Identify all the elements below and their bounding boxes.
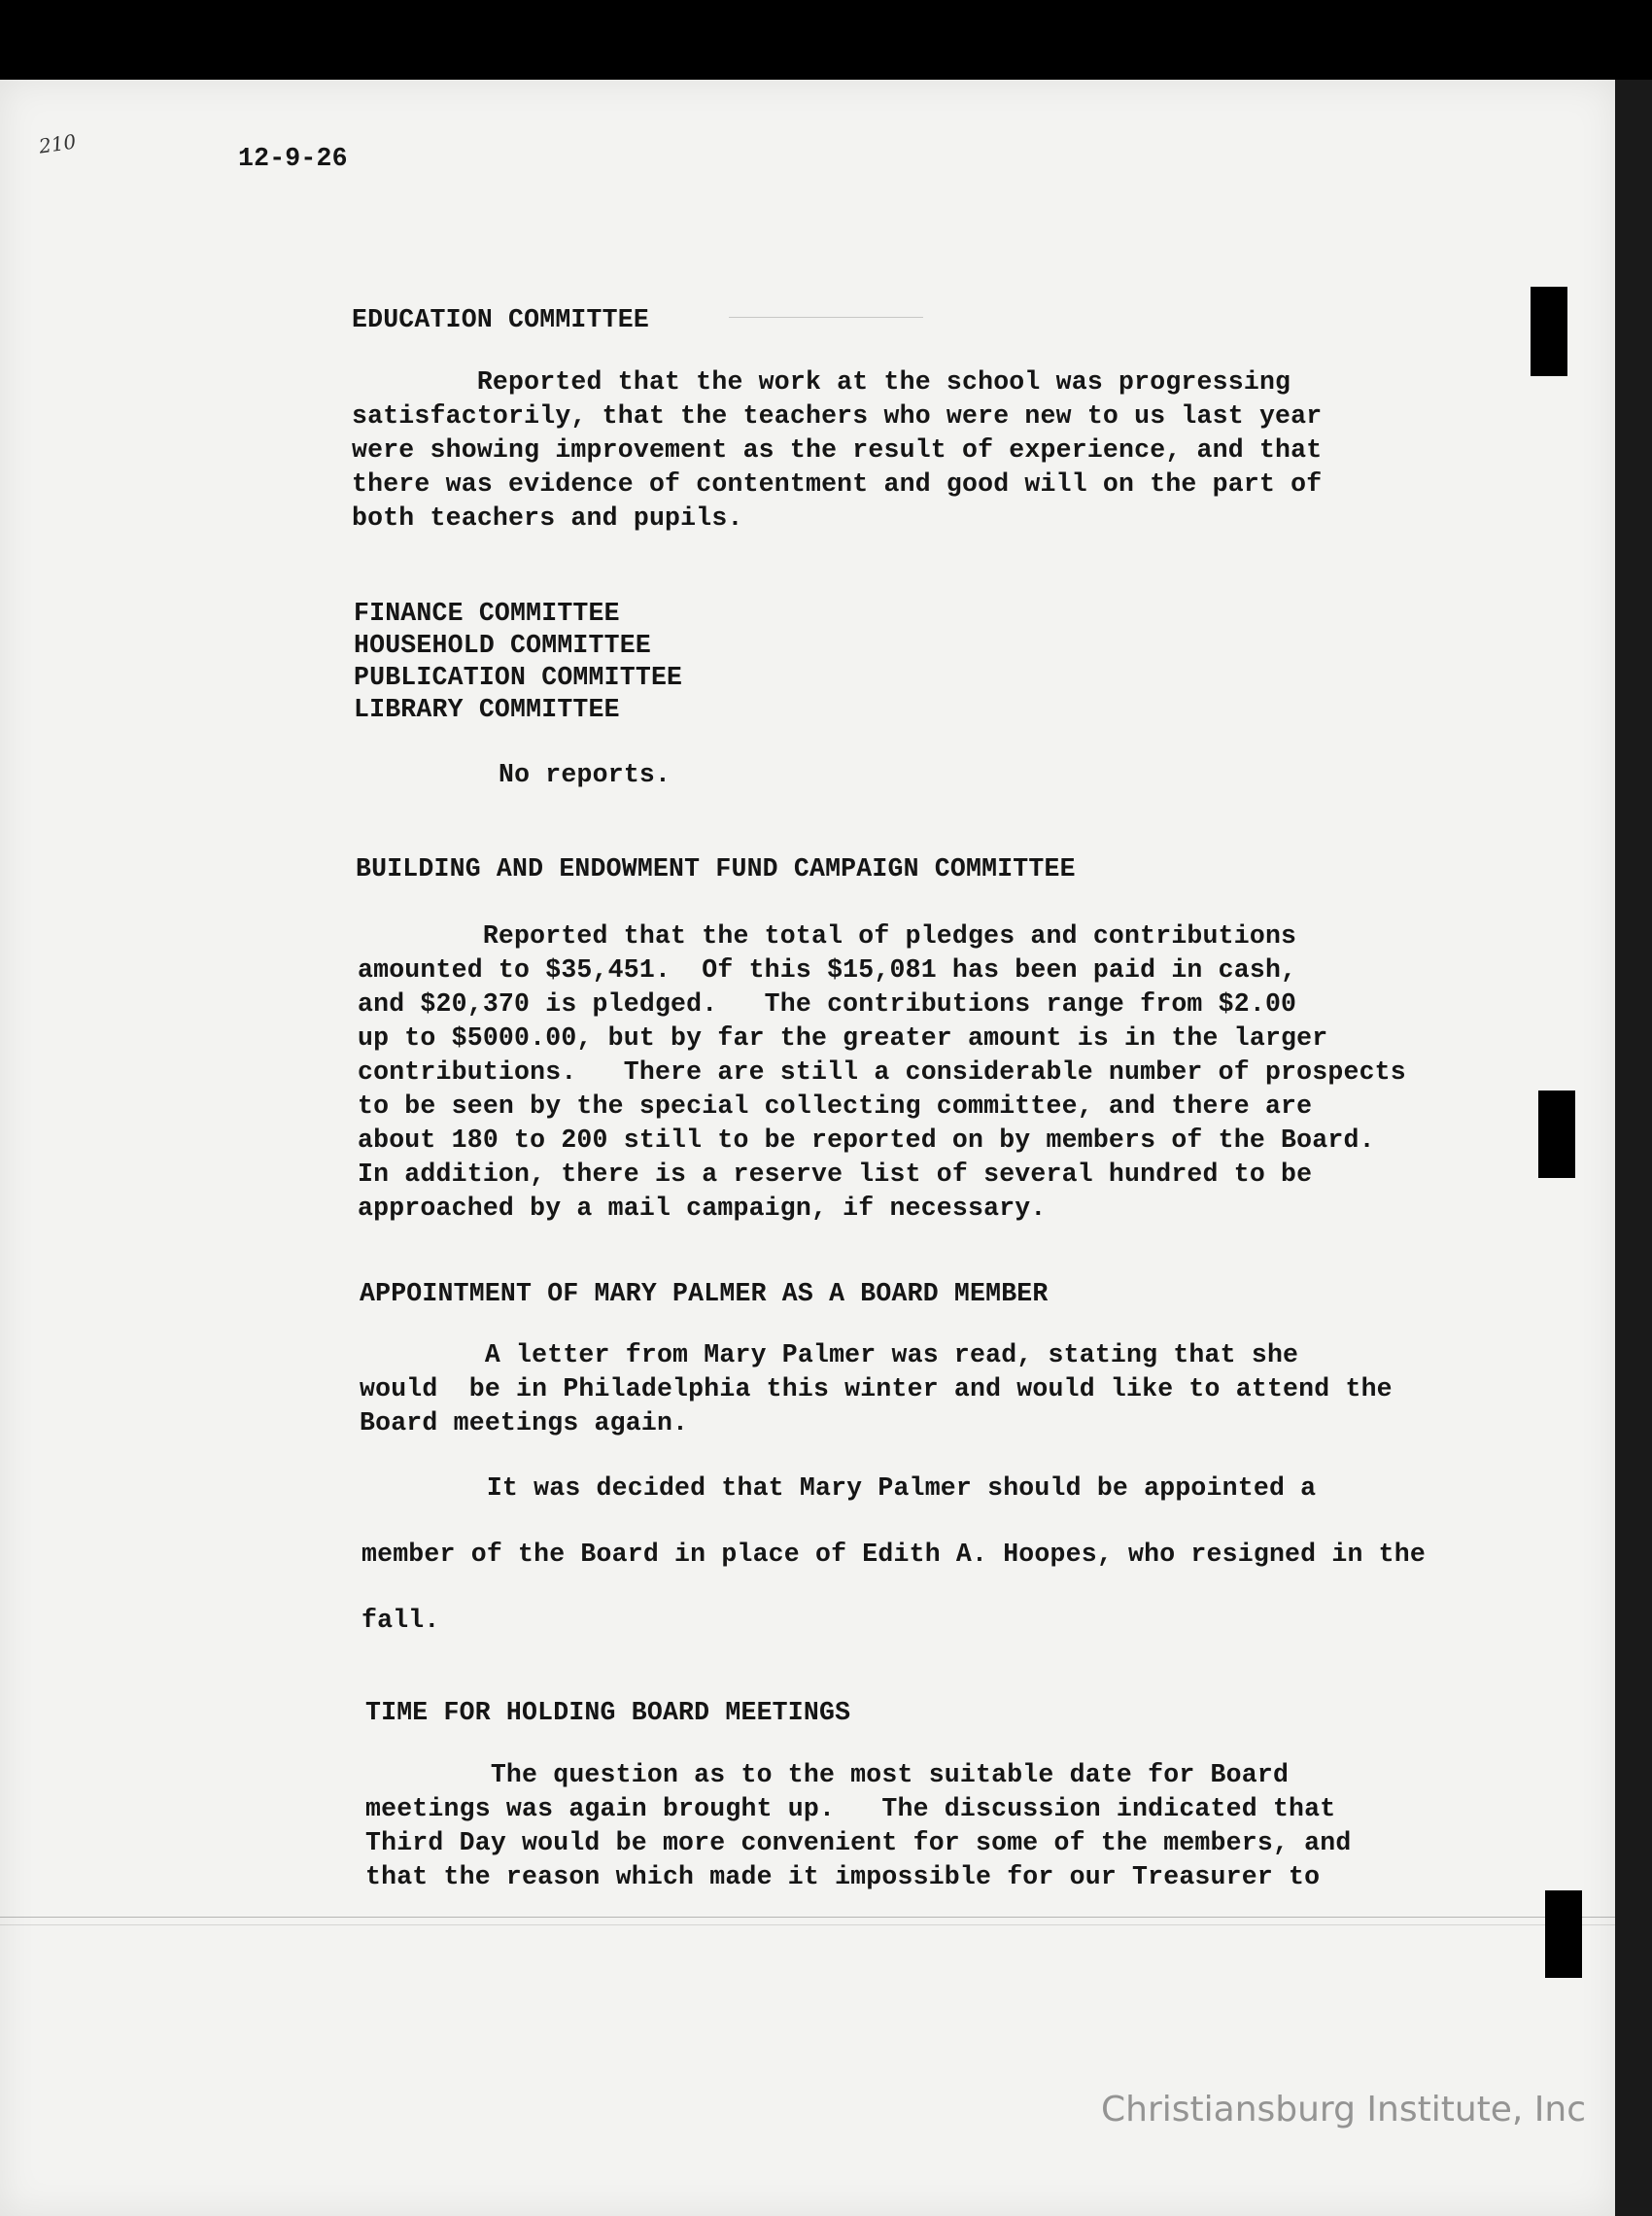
time-heading: TIME FOR HOLDING BOARD MEETINGS	[365, 1698, 851, 1727]
building-line-6: to be seen by the special collecting committee, and there are	[358, 1091, 1313, 1121]
building-line-4: up to $5000.00, but by far the greater amount is in the larger	[358, 1023, 1328, 1053]
registration-mark-middle	[1538, 1091, 1575, 1178]
building-line-8: In addition, there is a reserve list of several hundred to be	[358, 1160, 1313, 1189]
time-line-3: Third Day would be more convenient for some of the members, and	[365, 1828, 1352, 1857]
scan-line	[0, 1917, 1615, 1918]
education-line-4: there was evidence of contentment and good will on the part of	[352, 469, 1323, 499]
decision-line-1: It was decided that Mary Palmer should be appointed a	[361, 1473, 1317, 1503]
time-line-2: meetings was again brought up. The discussion indicated that	[365, 1794, 1336, 1823]
building-line-3: and $20,370 is pledged. The contributions range from $2.00	[358, 989, 1297, 1019]
education-heading: EDUCATION COMMITTEE	[352, 305, 649, 334]
registration-mark-top	[1531, 287, 1567, 376]
document-date: 12-9-26	[238, 144, 348, 173]
education-line-1: Reported that the work at the school was progressing	[352, 367, 1291, 397]
decision-line-2: member of the Board in place of Edith A. Hoopes, who resigned in the	[361, 1540, 1426, 1569]
registration-mark-bottom	[1545, 1890, 1582, 1978]
watermark-text: Christiansburg Institute, Inc	[1101, 2090, 1587, 2129]
scan-line	[0, 1924, 1615, 1925]
no-reports-note: No reports.	[499, 760, 671, 789]
appointment-line-3: Board meetings again.	[360, 1408, 689, 1437]
appointment-heading: APPOINTMENT OF MARY PALMER AS A BOARD MEMBER	[360, 1279, 1049, 1308]
education-line-2: satisfactorily, that the teachers who were new to us last year	[352, 401, 1323, 431]
education-line-3: were showing improvement as the result of experience, and that	[352, 435, 1323, 465]
committee-library: LIBRARY COMMITTEE	[354, 695, 620, 724]
education-line-5: both teachers and pupils.	[352, 503, 743, 533]
committee-publication: PUBLICATION COMMITTEE	[354, 663, 683, 692]
building-line-9: approached by a mail campaign, if necessary.	[358, 1194, 1047, 1223]
committee-finance: FINANCE COMMITTEE	[354, 599, 620, 628]
building-line-5: contributions. There are still a considerable number of prospects	[358, 1057, 1406, 1087]
building-heading: BUILDING AND ENDOWMENT FUND CAMPAIGN COMMITTEE	[356, 854, 1076, 883]
appointment-line-1: A letter from Mary Palmer was read, stating that she	[360, 1340, 1299, 1369]
page-note: 210	[37, 129, 78, 158]
page-edge	[1615, 80, 1652, 2216]
time-line-1: The question as to the most suitable date for Board	[365, 1760, 1290, 1789]
scan-line	[729, 317, 923, 318]
building-line-2: amounted to $35,451. Of this $15,081 has been paid in cash,	[358, 955, 1297, 985]
building-line-1: Reported that the total of pledges and contributions	[358, 921, 1297, 951]
decision-line-3: fall.	[361, 1606, 440, 1635]
building-line-7: about 180 to 200 still to be reported on by members of the Board.	[358, 1125, 1375, 1155]
appointment-line-2: would be in Philadelphia this winter and would like to attend the	[360, 1374, 1393, 1403]
committee-household: HOUSEHOLD COMMITTEE	[354, 631, 651, 660]
time-line-4: that the reason which made it impossible for our Treasurer to	[365, 1862, 1321, 1891]
